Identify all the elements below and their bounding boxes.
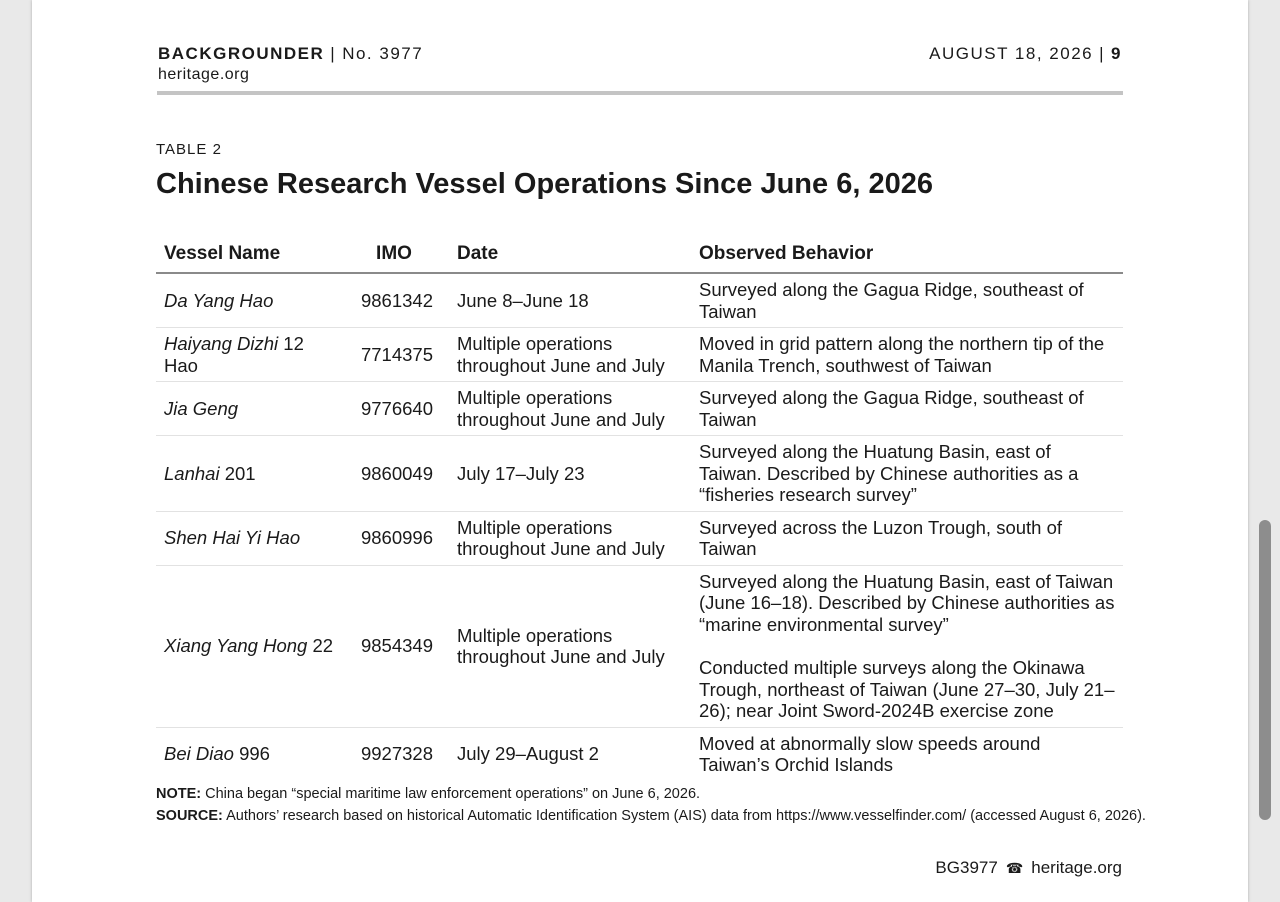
behavior-paragraph: Surveyed across the Luzon Trough, south of Taiwan bbox=[699, 516, 1063, 559]
scrollbar-thumb[interactable] bbox=[1259, 520, 1271, 820]
cell-vessel-name bbox=[156, 382, 347, 436]
publication-date: AUGUST 18, 2026 bbox=[929, 44, 1094, 63]
behavior-paragraph: Surveyed along the Huatung Basin, east of Taiwan (June 16–18). Described by Chinese authorities as “marine environmental survey” bbox=[699, 570, 1115, 635]
vessel-name-italic: Jia Geng bbox=[164, 397, 239, 419]
source-line bbox=[156, 805, 1146, 827]
table-row bbox=[156, 727, 1123, 781]
note-text: China began “special maritime law enforcement operations” on June 6, 2026. bbox=[205, 786, 701, 802]
page-footer bbox=[935, 858, 1122, 878]
document-page bbox=[32, 0, 1248, 902]
table-label: TABLE 2 bbox=[156, 141, 222, 158]
vessel-name-italic: Shen Hai Yi Hao bbox=[164, 527, 301, 549]
cell-observed-behavior bbox=[691, 273, 1123, 328]
cell-observed-behavior bbox=[691, 565, 1123, 727]
cell-vessel-name bbox=[156, 273, 347, 328]
table-row bbox=[156, 273, 1123, 328]
cell-date: July 17–July 23 bbox=[449, 436, 691, 512]
cell-imo: 9860996 bbox=[347, 511, 449, 565]
cell-vessel-name bbox=[156, 727, 347, 781]
behavior-paragraph: Moved in grid pattern along the northern tip of the Manila Trench, southwest of Taiwan bbox=[699, 333, 1105, 376]
vessel-table bbox=[156, 236, 1123, 781]
cell-imo: 9776640 bbox=[347, 382, 449, 436]
vessel-name-suffix: 12 Hao bbox=[164, 333, 304, 376]
cell-vessel-name bbox=[156, 328, 347, 382]
column-header-observed-behavior: Observed Behavior bbox=[691, 236, 1123, 273]
footer-site: heritage.org bbox=[1031, 858, 1122, 877]
cell-imo: 9860049 bbox=[347, 436, 449, 512]
cell-observed-behavior bbox=[691, 511, 1123, 565]
series-number: No. 3977 bbox=[342, 44, 424, 63]
page-number: 9 bbox=[1111, 44, 1122, 63]
vessel-name-suffix: 201 bbox=[224, 462, 256, 484]
table-row bbox=[156, 565, 1123, 727]
table-notes bbox=[156, 783, 1146, 827]
cell-date: July 29–August 2 bbox=[457, 743, 599, 765]
table-title: Chinese Research Vessel Operations Since June 6, 2026 bbox=[156, 168, 933, 200]
cell-vessel-name bbox=[156, 436, 347, 512]
series-name: BACKGROUNDER bbox=[158, 44, 325, 63]
behavior-paragraph: Surveyed along the Gagua Ridge, southeast of Taiwan bbox=[699, 387, 1084, 430]
column-header-date: Date bbox=[449, 236, 691, 273]
vessel-name-italic: Lanhai bbox=[164, 462, 220, 484]
footer-code: BG3977 bbox=[935, 858, 998, 877]
header-rule bbox=[157, 91, 1123, 95]
source-label: SOURCE: bbox=[156, 808, 223, 824]
header-separator: | bbox=[1099, 44, 1106, 63]
vessel-name-italic: Haiyang Dizhi bbox=[164, 333, 279, 354]
cell-vessel-name bbox=[156, 511, 347, 565]
cell-date: Multiple operations throughout June and July bbox=[449, 565, 691, 727]
behavior-paragraph: Surveyed along the Gagua Ridge, southeast of Taiwan bbox=[699, 279, 1084, 322]
source-text: Authors’ research based on historical Automatic Identification System (AIS) data from https://www.vesselfinder.com/ (accessed August 6, 2026). bbox=[226, 808, 1146, 824]
vessel-name-italic: Xiang Yang Hong bbox=[164, 635, 308, 657]
cell-imo: 9861342 bbox=[347, 273, 449, 328]
cell-imo: 9927328 bbox=[360, 743, 433, 765]
table-row bbox=[156, 436, 1123, 512]
cell-observed-behavior bbox=[691, 436, 1123, 512]
cell-observed-behavior bbox=[691, 727, 1123, 781]
cell-date: Multiple operations throughout June and July bbox=[449, 328, 691, 382]
header-right bbox=[929, 44, 1122, 64]
vessel-name-italic: Bei Diao bbox=[164, 743, 234, 765]
table-body bbox=[156, 273, 1123, 781]
header-left bbox=[158, 44, 423, 84]
header-series-line bbox=[158, 44, 423, 64]
table-row bbox=[156, 511, 1123, 565]
cell-imo: 7714375 bbox=[347, 328, 449, 382]
note-line bbox=[156, 783, 1136, 805]
table-row bbox=[156, 382, 1123, 436]
cell-observed-behavior bbox=[691, 382, 1123, 436]
column-header-imo: IMO bbox=[347, 236, 449, 273]
cell-vessel-name bbox=[156, 565, 347, 727]
header-site: heritage.org bbox=[158, 66, 250, 83]
heritage-bell-icon: ☎ bbox=[1005, 860, 1024, 876]
behavior-paragraph: Moved at abnormally slow speeds around Taiwan’s Orchid Islands bbox=[699, 732, 1041, 775]
cell-observed-behavior bbox=[691, 328, 1123, 382]
cell-date: Multiple operations throughout June and July bbox=[449, 511, 691, 565]
vessel-name-italic: Da Yang Hao bbox=[164, 289, 274, 311]
table-header-row bbox=[156, 236, 1123, 273]
cell-date: Multiple operations throughout June and July bbox=[449, 382, 691, 436]
table-row bbox=[156, 328, 1123, 382]
behavior-paragraph: Conducted multiple surveys along the Okinawa Trough, northeast of Taiwan (June 27–30, July 21–26); near Joint Sword-2024B exercise zone bbox=[699, 657, 1115, 721]
cell-date: June 8–June 18 bbox=[449, 273, 691, 328]
cell-imo: 9854349 bbox=[347, 565, 449, 727]
behavior-paragraph: Surveyed along the Huatung Basin, east of Taiwan. Described by Chinese authorities as a “fisheries research survey” bbox=[699, 441, 1079, 505]
header-separator: | bbox=[330, 44, 337, 63]
column-header-vessel-name: Vessel Name bbox=[156, 236, 347, 273]
vessel-name-suffix: 22 bbox=[312, 635, 334, 657]
note-label: NOTE: bbox=[156, 786, 202, 802]
vessel-name-suffix: 996 bbox=[239, 743, 270, 765]
